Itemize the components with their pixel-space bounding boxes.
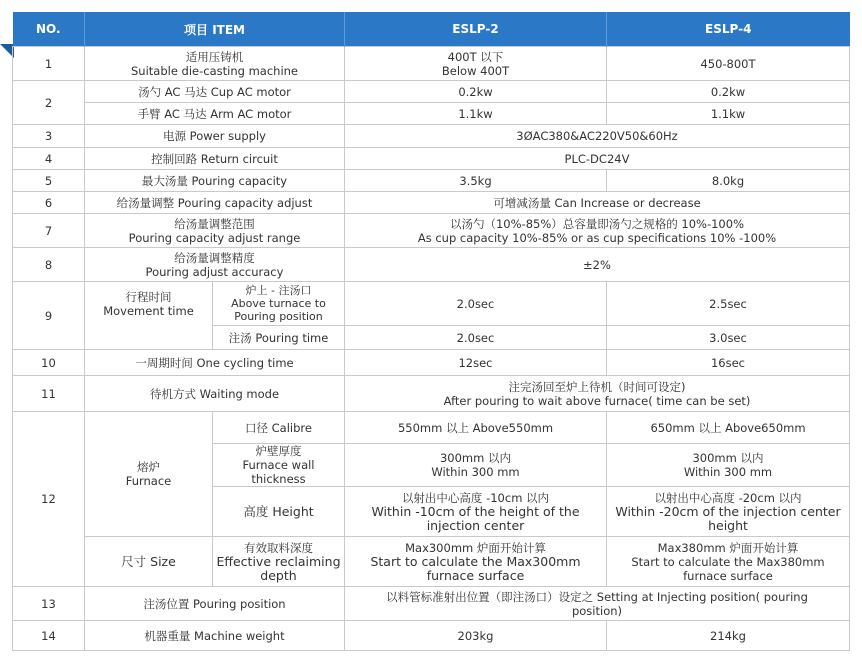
row-number: 4 xyxy=(13,148,85,170)
table-row xyxy=(13,621,850,651)
value-cell: 300mm 以内 Within 300 mm xyxy=(607,444,850,487)
value-cell: 以射出中心高度 -10cm 以内 Within -10cm of the height of the injection center xyxy=(345,487,607,537)
row-number: 5 xyxy=(13,170,85,192)
spec-table xyxy=(12,12,850,651)
item-cell: 给汤量调整 Pouring capacity adjust xyxy=(85,192,345,214)
value-cell: 0.2kw xyxy=(345,81,607,103)
table-row xyxy=(13,81,850,103)
item-cell: 给汤量调整范围 Pouring capacity adjust range xyxy=(85,214,345,248)
row-number: 2 xyxy=(13,81,85,125)
sub-item-cell: 高度 Height xyxy=(213,487,345,537)
row-number: 8 xyxy=(13,248,85,282)
value-cell: 400T 以下 Below 400T xyxy=(345,47,607,81)
value-cell: 450-800T xyxy=(607,47,850,81)
header-eslp2: ESLP-2 xyxy=(345,12,607,47)
sub-item-cell: 有效取料深度 Effective reclaiming depth xyxy=(213,537,345,587)
value-cell: 0.2kw xyxy=(607,81,850,103)
header-row xyxy=(13,12,850,47)
item-cell: 行程时间 Movement time xyxy=(85,282,213,350)
table-row xyxy=(13,103,850,125)
item-cell: 最大汤量 Pouring capacity xyxy=(85,170,345,192)
value-cell: 2.0sec xyxy=(345,282,607,326)
item-cell: 熔炉 Furnace xyxy=(85,412,213,537)
row-number: 11 xyxy=(13,376,85,412)
table-row xyxy=(13,412,850,444)
value-cell: 300mm 以内 Within 300 mm xyxy=(345,444,607,487)
value-cell: 203kg xyxy=(345,621,607,651)
row-number: 3 xyxy=(13,125,85,148)
item-cell: 注汤位置 Pouring position xyxy=(85,587,345,621)
item-cell: 汤勺 AC 马达 Cup AC motor xyxy=(85,81,345,103)
item-cell: 适用压铸机 Suitable die-casting machine xyxy=(85,47,345,81)
item-cell: 手臂 AC 马达 Arm AC motor xyxy=(85,103,345,125)
value-cell: 2.5sec xyxy=(607,282,850,326)
table-row xyxy=(13,350,850,376)
table-row xyxy=(13,170,850,192)
table-row xyxy=(13,192,850,214)
row-number: 7 xyxy=(13,214,85,248)
value-cell: ±2% xyxy=(345,248,850,282)
row-number: 9 xyxy=(13,282,85,350)
header-eslp4: ESLP-4 xyxy=(607,12,850,47)
table-row xyxy=(13,376,850,412)
item-cell: 给汤量调整精度 Pouring adjust accuracy xyxy=(85,248,345,282)
table-row xyxy=(13,47,850,81)
spec-table-wrapper xyxy=(12,12,849,651)
value-cell: 214kg xyxy=(607,621,850,651)
item-cell: 尺寸 Size xyxy=(85,537,213,587)
value-cell: 3ØAC380&AC220V50&60Hz xyxy=(345,125,850,148)
value-cell: 以汤勺（10%-85%）总容量即汤勺之规格的 10%-100% As cup capacity 10%-85% or as cup specifications 10% -100% xyxy=(345,214,850,248)
table-row xyxy=(13,537,850,587)
row-number: 10 xyxy=(13,350,85,376)
item-cell: 一周期时间 One cycling time xyxy=(85,350,345,376)
table-row xyxy=(13,148,850,170)
value-cell: 3.5kg xyxy=(345,170,607,192)
value-cell: 16sec xyxy=(607,350,850,376)
value-cell: 650mm 以上 Above650mm xyxy=(607,412,850,444)
value-cell: 8.0kg xyxy=(607,170,850,192)
row-number: 13 xyxy=(13,587,85,621)
row-number: 6 xyxy=(13,192,85,214)
header-no: NO. xyxy=(13,12,85,47)
value-cell: Max300mm 炉面开始计算 Start to calculate the Max300mm furnace surface xyxy=(345,537,607,587)
table-row xyxy=(13,587,850,621)
item-cell: 电源 Power supply xyxy=(85,125,345,148)
table-row xyxy=(13,125,850,148)
item-cell: 待机方式 Waiting mode xyxy=(85,376,345,412)
sub-item-cell: 炉上 - 注汤口 Above turnace to Pouring position xyxy=(213,282,345,326)
item-cell: 机器重量 Machine weight xyxy=(85,621,345,651)
value-cell: 2.0sec xyxy=(345,326,607,350)
row-number: 12 xyxy=(13,412,85,587)
table-row xyxy=(13,248,850,282)
value-cell: 1.1kw xyxy=(345,103,607,125)
row-number: 14 xyxy=(13,621,85,651)
header-item: 项目 ITEM xyxy=(85,12,345,47)
sub-item-cell: 口径 Calibre xyxy=(213,412,345,444)
value-cell: 注完汤回至炉上待机（时间可设定) After pouring to wait above furnace( time can be set) xyxy=(345,376,850,412)
value-cell: 以料管标准射出位置（即注汤口）设定之 Setting at Injecting position( pouring position) xyxy=(345,587,850,621)
sub-item-cell: 炉壁厚度 Furnace wall thickness xyxy=(213,444,345,487)
value-cell: 1.1kw xyxy=(607,103,850,125)
row-number: 1 xyxy=(13,47,85,81)
value-cell: 以射出中心高度 -20cm 以内 Within -20cm of the injection center height xyxy=(607,487,850,537)
value-cell: 550mm 以上 Above550mm xyxy=(345,412,607,444)
value-cell: 12sec xyxy=(345,350,607,376)
value-cell: Max380mm 炉面开始计算 Start to calculate the Max380mm furnace surface xyxy=(607,537,850,587)
table-row xyxy=(13,214,850,248)
sub-item-cell: 注汤 Pouring time xyxy=(213,326,345,350)
value-cell: 3.0sec xyxy=(607,326,850,350)
value-cell: 可增减汤量 Can Increase or decrease xyxy=(345,192,850,214)
value-cell: PLC-DC24V xyxy=(345,148,850,170)
table-row xyxy=(13,282,850,326)
item-cell: 控制回路 Return circuit xyxy=(85,148,345,170)
